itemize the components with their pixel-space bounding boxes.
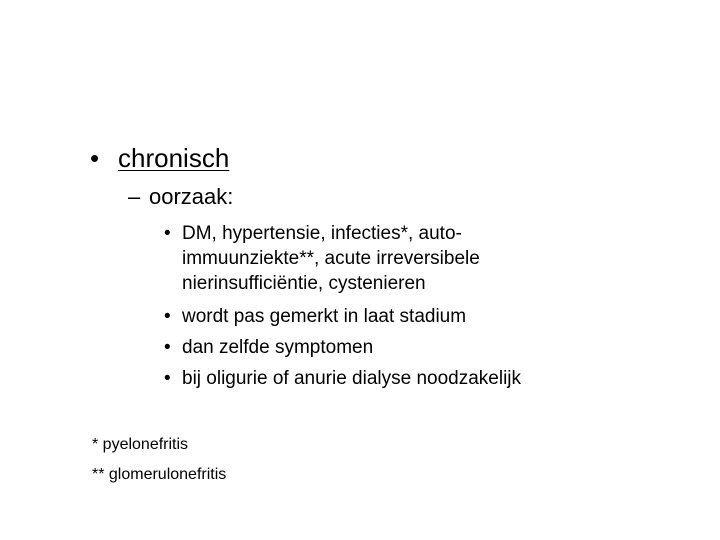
level1-text: chronisch [118,143,230,173]
footnote: * pyelonefritis [92,436,189,453]
level3-bullet: • [164,337,171,358]
level3-bullet: • [164,306,171,327]
list-item-line: nierinsufficiëntie, cystenieren [182,273,426,294]
list-item-line: immuunziekte**, acute irreversibele [182,248,480,269]
footnote: ** glomerulonefritis [92,466,227,483]
level2-text: oorzaak: [149,184,234,209]
level2-dash: – [128,184,141,209]
level3-bullet: • [164,223,171,244]
list-item-line: bij oligurie of anurie dialyse noodzakelijk [182,368,522,389]
level3-bullet: • [164,368,171,389]
level1-bullet: • [90,143,100,173]
list-item-line: dan zelfde symptomen [182,337,374,358]
list-item-line: wordt pas gemerkt in laat stadium [182,306,467,327]
list-item-line: DM, hypertensie, infecties*, auto- [182,223,462,244]
